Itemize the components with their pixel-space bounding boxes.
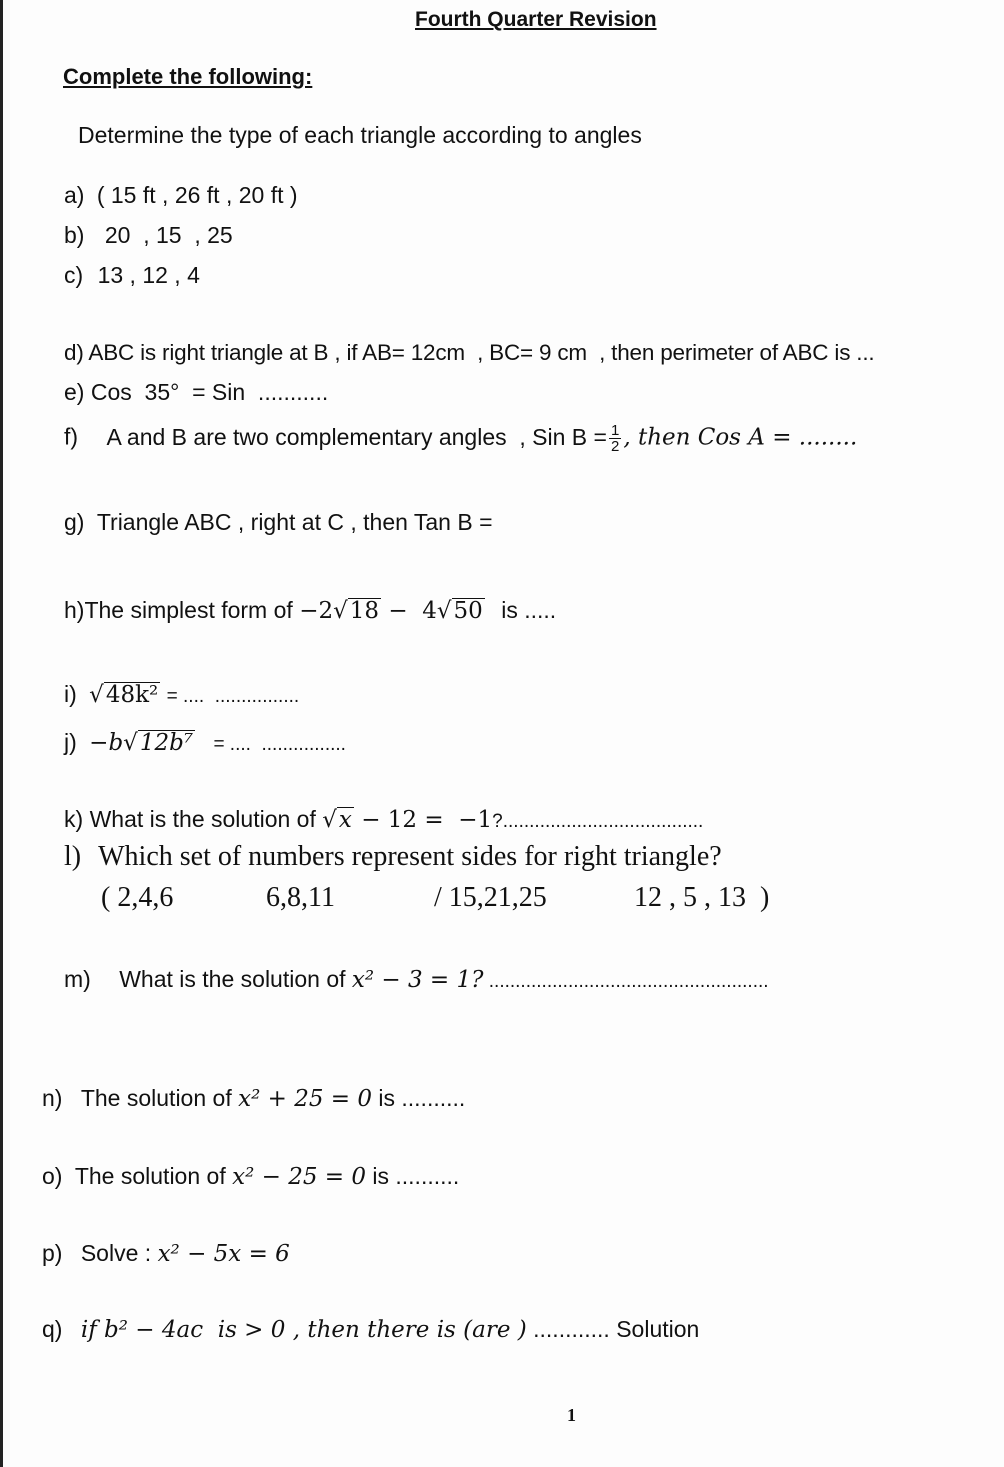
radical-x: √x — [322, 807, 352, 833]
answer-blank: = .... ................ — [166, 686, 300, 707]
question-label: a) — [64, 182, 85, 208]
fraction-numerator: 1 — [610, 422, 620, 439]
question-text-tail: is ..... — [501, 597, 557, 623]
fraction-one-half — [609, 423, 621, 454]
question-b — [64, 224, 233, 247]
choice-2: 6,8,11 — [266, 882, 335, 913]
question-q — [42, 1318, 699, 1342]
radicand: 50 — [453, 598, 483, 624]
question-text: What is the solution of — [119, 966, 352, 992]
question-h — [64, 598, 556, 623]
radicand: x — [338, 807, 352, 833]
choice-3: / 15,21,25 — [434, 882, 547, 913]
question-text: The solution of — [80, 1085, 239, 1111]
question-i — [64, 682, 299, 707]
question-k — [64, 807, 703, 832]
question-label: n) — [42, 1085, 63, 1111]
fraction-denominator: 2 — [610, 438, 620, 455]
answer-blank: is .......... — [366, 1163, 460, 1189]
radical-50: √50 — [436, 598, 483, 624]
question-text: Solve : — [80, 1240, 158, 1266]
question-label: i) — [64, 681, 77, 707]
answer-blank: ?...................................... — [492, 811, 704, 832]
answer-blank: = .... ................ — [213, 734, 346, 755]
question-label: g) — [64, 509, 85, 535]
radicand: 18 — [349, 598, 380, 624]
answer-blank: is .......... — [372, 1085, 466, 1111]
math-coefficient: − 4 — [381, 598, 437, 624]
math-coefficient: −2 — [299, 598, 334, 624]
radical-12b7: √12b⁷ — [123, 730, 194, 756]
question-a — [64, 184, 298, 207]
question-text: 13 , 12 , 4 — [97, 262, 200, 288]
page-edge-line — [0, 0, 3, 1467]
question-label: c) — [64, 262, 84, 288]
question-text: What is the solution of — [89, 806, 323, 832]
page-number: 1 — [567, 1405, 576, 1425]
math-equation: x² − 5x = 6 — [157, 1241, 290, 1267]
question-p — [42, 1242, 290, 1266]
question-m — [64, 968, 769, 992]
math-coefficient: −b — [89, 730, 124, 756]
question-label: m) — [64, 966, 91, 992]
question-j — [64, 730, 346, 755]
question-text: ABC is right triangle at B , if AB= 12cm , BC= 9 cm , then perimeter of ABC is ... — [88, 340, 875, 365]
section-heading: Complete the following: — [63, 64, 313, 89]
answer-blank: ............ Solution — [526, 1316, 700, 1342]
question-text: Which set of numbers represent sides for right triangle? — [98, 841, 722, 872]
question-label: f) — [64, 423, 79, 450]
radical-48k2: √48k² — [89, 682, 159, 708]
question-text: The simplest form of — [84, 597, 300, 623]
radicand: 12b⁷ — [139, 730, 194, 756]
question-text: The solution of — [74, 1163, 233, 1189]
math-equation: x² + 25 = 0 — [238, 1086, 372, 1112]
question-text: Triangle ABC , right at C , then Tan B = — [96, 509, 493, 535]
question-text: A and B are two complementary angles , Sin B = — [106, 423, 607, 450]
question-c — [64, 264, 200, 287]
math-equation: − 12 = −1 — [353, 807, 493, 833]
question-label: b) — [64, 222, 85, 248]
question-text: Cos 35° = Sin ........... — [90, 379, 329, 405]
question-e — [64, 381, 328, 404]
page-title: Fourth Quarter Revision — [415, 8, 657, 31]
question-label: l) — [64, 841, 82, 872]
question-f — [64, 423, 857, 454]
question-label: h) — [64, 597, 85, 623]
question-label: e) — [64, 379, 85, 405]
question-text: 20 , 15 , 25 — [104, 222, 233, 248]
question-o — [42, 1165, 459, 1189]
choice-1: ( 2,4,6 — [101, 882, 174, 913]
question-label: o) — [42, 1163, 63, 1189]
answer-blank: ..................................................... — [483, 971, 769, 992]
choice-4: 12 , 5 , 13 ) — [634, 882, 770, 913]
question-text: ( 15 ft , 26 ft , 20 ft ) — [96, 182, 298, 208]
math-equation: x² − 3 = 1? — [351, 967, 484, 993]
question-label: d) — [64, 340, 84, 365]
instruction-text: Determine the type of each triangle according to angles — [78, 122, 642, 148]
question-g — [64, 511, 493, 534]
question-label: j) — [64, 729, 77, 755]
question-l — [64, 843, 722, 871]
question-label: q) — [42, 1316, 63, 1342]
radical-18: √18 — [333, 598, 380, 624]
question-label: p) — [42, 1240, 63, 1266]
question-n — [42, 1087, 465, 1111]
math-equation: if b² − 4ac is > 0 , then there is (are ) — [80, 1317, 527, 1343]
question-text-tail: , then Cos A = ........ — [623, 424, 858, 451]
question-d — [64, 342, 874, 365]
question-label: k) — [64, 806, 84, 832]
radicand: 48k² — [105, 682, 159, 708]
math-equation: x² − 25 = 0 — [232, 1164, 366, 1190]
